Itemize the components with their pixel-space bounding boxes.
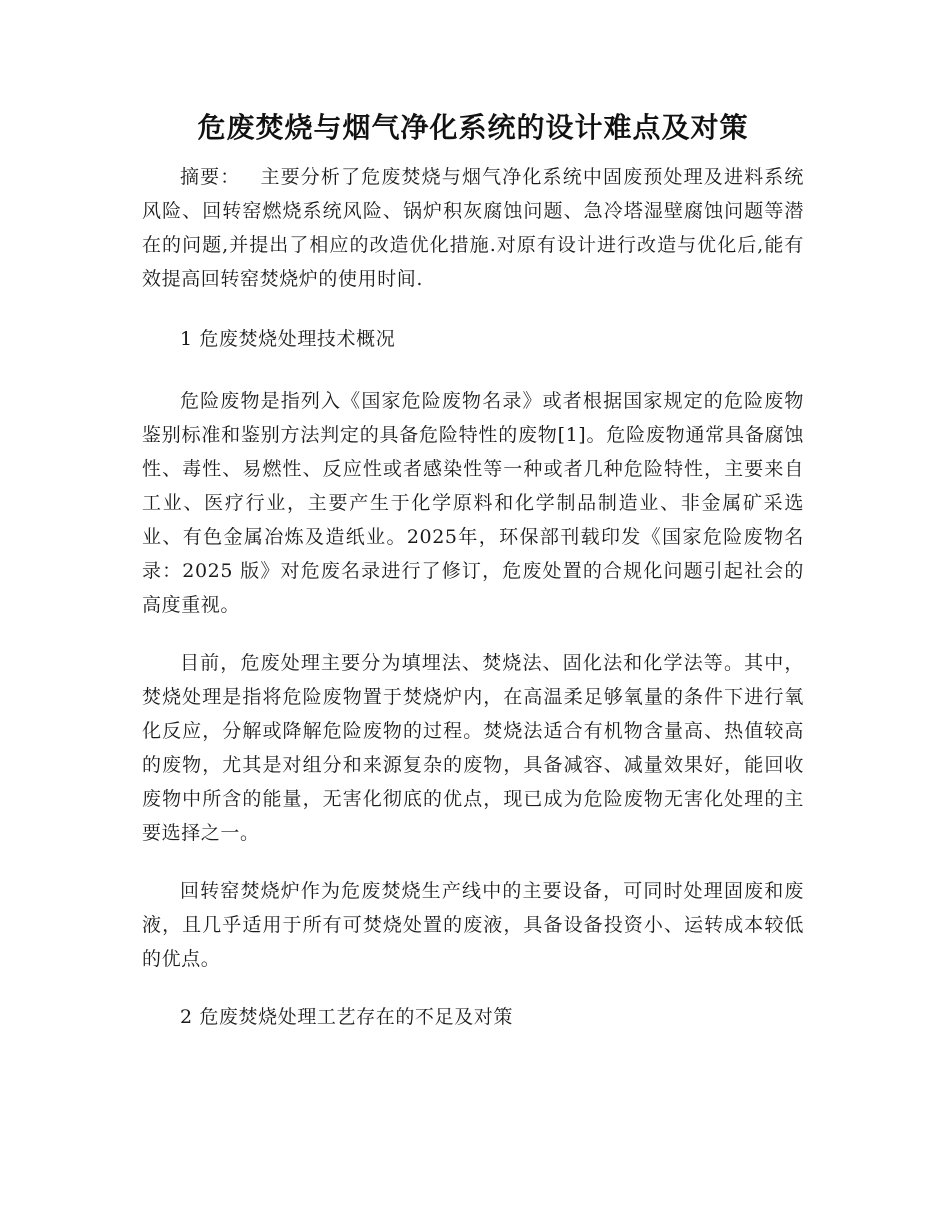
section-1-heading: 1 危废焚烧处理技术概况 [180,328,396,350]
abstract-label: 摘要： [180,166,241,188]
section-2-heading: 2 危废焚烧处理工艺存在的不足及对策 [180,1006,513,1028]
document-title: 危废焚烧与烟气净化系统的设计难点及对策 [197,111,749,144]
abstract-text: 主要分析了危废焚烧与烟气净化系统中固废预处理及进料系统风险、回转窑燃烧系统风险、锅炉积灰腐蚀问题、急冷塔湿壁腐蚀问题等潜在的问题,并提出了相应的改造优化措施.对原有设计进行改造与优化后,能有效提高回转窑焚烧炉的使用时间. [142,166,805,290]
abstract-paragraph [142,160,804,296]
section-1-paragraph-3: 回转窑焚烧炉作为危废焚烧生产线中的主要设备，可同时处理固废和废液，且几乎适用于所有可焚烧处置的废液，具备设备投资小、运转成本较低的优点。 [142,880,804,970]
section-1-paragraph-2: 目前，危废处理主要分为填埋法、焚烧法、固化法和化学法等。其中，焚烧处理是指将危险废物置于焚烧炉内，在高温柔足够氧量的条件下进行氧化反应，分解或降解危险废物的过程。焚烧法适合有机物含量高、热值较高的废物，尤其是对组分和来源复杂的废物，具备减容、减量效果好，能回收废物中所含的能量，无害化彻底的优点，现已成为危险废物无害化处理的主要选择之一。 [142,652,804,844]
section-1-paragraph-1: 危险废物是指列入《国家危险废物名录》或者根据国家规定的危险废物鉴别标准和鉴别方法判定的具备危险特性的废物[1]。危险废物通常具备腐蚀性、毒性、易燃性、反应性或者感染性等一种或者几种危险特性，主要来自工业、医疗行业，主要产生于化学原料和化学制品制造业、非金属矿采选业、有色金属冶炼及造纸业。2025年，环保部刊载印发《国家危险废物名录：2025 版》对危废名录进行了修订，危废处置的合规化问题引起社会的高度重视。 [142,390,804,616]
